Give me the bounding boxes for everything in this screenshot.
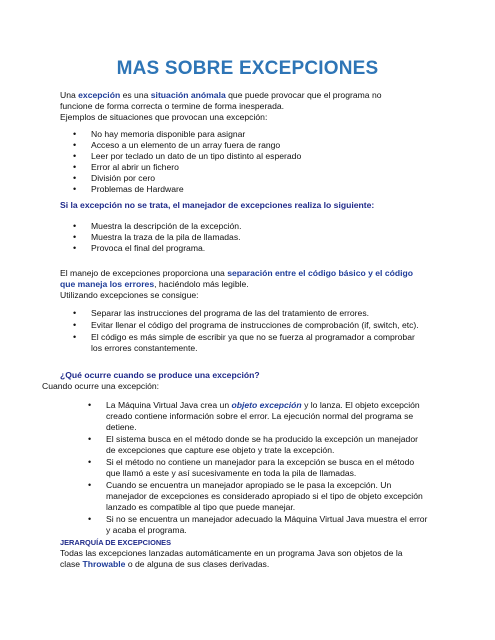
question-heading: ¿Qué ocurre cuando se produce una excepción?	[60, 370, 260, 380]
list-item: • Problemas de Hardware	[73, 184, 403, 195]
list-item: • No hay memoria disponible para asignar	[73, 129, 403, 140]
benefits-list	[73, 308, 423, 354]
term-objeto-excepcion: objeto excepción	[231, 400, 302, 410]
list-item: • Error al abrir un fichero	[73, 162, 403, 173]
list-item: • Provoca el final del programa.	[73, 243, 403, 254]
list-item: • División por cero	[73, 173, 403, 184]
term-separacion: separación entre el código básico y el código que maneja los errores	[60, 268, 413, 289]
list-item: • Separar las instrucciones del programa de las del tratamiento de errores.	[73, 308, 423, 319]
list-item: • Si el método no contiene un manejador para la excepción se busca en el método que llamó a este y así sucesivamente en toda la pila de llamadas.	[88, 457, 428, 479]
list-item: • El código es más simple de escribir ya que no se fuerza al programador a comprobar los errores constantemente.	[73, 332, 423, 354]
page-title: MAS SOBRE EXCEPCIONES	[116, 58, 379, 79]
list-item: • Leer por teclado un dato de un tipo distinto al esperado	[73, 151, 403, 162]
handler-list	[73, 221, 403, 254]
handler-heading: Si la excepción no se trata, el manejador de excepciones realiza lo siguiente:	[60, 200, 375, 210]
hierarchy-heading: JERARQUÍA DE EXCEPCIONES	[60, 538, 172, 547]
list-item: • Cuando se encuentra un manejador apropiado se le pasa la excepción. Un manejador de excepciones es considerado apropiado si el tipo de objeto excepción lanzado es compatible al tipo que puede manejar.	[88, 480, 428, 513]
examples-list	[73, 129, 403, 195]
list-item: • Muestra la traza de la pila de llamadas.	[73, 232, 403, 243]
intro-paragraph: Una excepción es una situación anómala que puede provocar que el programa no funcione de forma correcta o termine de forma inesperada. Ejemplos de situaciones que provocan una excepción:	[60, 90, 382, 122]
list-item: • El sistema busca en el método donde se ha producido la excepción un manejador de excepciones que capture ese objeto y trate la excepción.	[88, 434, 428, 456]
term-throwable: Throwable	[82, 559, 126, 569]
term-situacion-anomala: situación anómala	[150, 90, 226, 100]
question-line: Cuando ocurre una excepción:	[42, 381, 160, 391]
list-item: • Si no se encuentra un manejador adecuado la Máquina Virtual Java muestra el error y acaba el programa.	[88, 514, 428, 536]
hierarchy-paragraph: Todas las excepciones lanzadas automáticamente en un programa Java son objetos de la clase Throwable o de alguna de sus clases derivadas.	[60, 548, 403, 569]
list-item: • Acceso a un elemento de un array fuera de rango	[73, 140, 403, 151]
process-list	[88, 400, 428, 536]
term-excepcion: excepción	[78, 90, 121, 100]
list-item: • Muestra la descripción de la excepción.	[73, 221, 403, 232]
management-paragraph: El manejo de excepciones proporciona una separación entre el código básico y el código que maneja los errores, haciéndolo más legible. Utilizando excepciones se consigue:	[60, 268, 413, 300]
list-item: • La Máquina Virtual Java crea un objeto excepción y lo lanza. El objeto excepción creado contiene información sobre el error. La ejecución normal del programa se detiene.	[88, 400, 428, 433]
list-item: • Evitar llenar el código del programa de instrucciones de comprobación (if, switch, etc).	[73, 320, 423, 331]
